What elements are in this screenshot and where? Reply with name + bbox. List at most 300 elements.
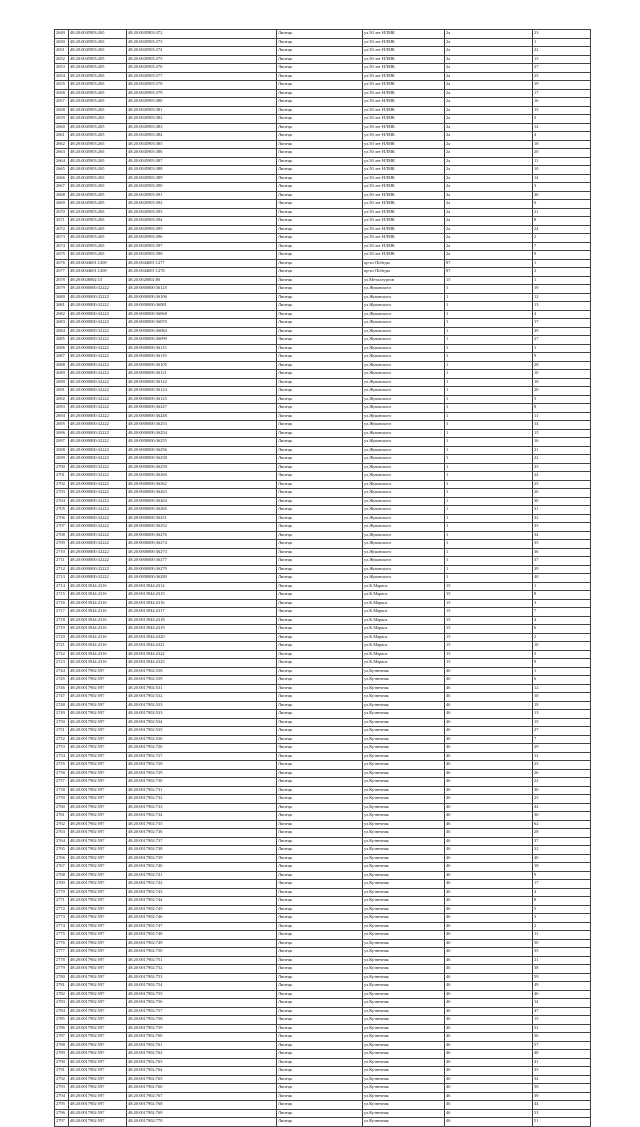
row-number: 2722 [55, 650, 69, 659]
street: ул.К.Маркса [363, 642, 445, 651]
parent-cadastral-number: 48:20:0017902:597 [69, 1033, 127, 1042]
parent-cadastral-number: 48:20:0000000:32222 [69, 463, 127, 472]
table-row [55, 395, 591, 404]
apartment-number: 37 [533, 557, 591, 566]
street: ул.Кузнечная [363, 744, 445, 753]
street: ул.50 лет НЛМК [363, 242, 445, 251]
street: ул.Кузнечная [363, 718, 445, 727]
street: ул.Жуковского [363, 540, 445, 549]
table-row [55, 693, 591, 702]
cadastral-number: 48:20:0045903:383 [127, 123, 277, 132]
city: Липецк [277, 319, 363, 328]
table-row [55, 812, 591, 821]
street: ул.Кузнечная [363, 820, 445, 829]
city: Липецк [277, 38, 363, 47]
table-row [55, 370, 591, 379]
row-number: 2776 [55, 939, 69, 948]
row-number: 2673 [55, 234, 69, 243]
row-number: 2794 [55, 1092, 69, 1101]
house-number: 46 [445, 863, 533, 872]
city: Липецк [277, 803, 363, 812]
cadastral-number: 48:20:0000000:36247 [127, 404, 277, 413]
row-number: 2664 [55, 157, 69, 166]
parent-cadastral-number: 48:20:0017902:597 [69, 948, 127, 957]
street: ул.К.Маркса [363, 616, 445, 625]
parent-cadastral-number: 48:20:0045903:265 [69, 47, 127, 56]
apartment-number: 11 [533, 412, 591, 421]
cadastral-number: 48:20:0017902:759 [127, 1024, 277, 1033]
table-row [55, 276, 591, 285]
document-page [54, 29, 590, 1127]
city: Липецк [277, 489, 363, 498]
table-row [55, 1101, 591, 1110]
house-number: 2а [445, 208, 533, 217]
street: ул.Кузнечная [363, 965, 445, 974]
table-row [55, 1024, 591, 1033]
street: ул.Кузнечная [363, 1109, 445, 1118]
table-row [55, 268, 591, 277]
city: Липецк [277, 1041, 363, 1050]
table-row [55, 106, 591, 115]
apartment-number: 1 [533, 344, 591, 353]
table-row [55, 786, 591, 795]
city: Липецк [277, 64, 363, 73]
table-row [55, 608, 591, 617]
row-number: 2691 [55, 387, 69, 396]
house-number: 1 [445, 370, 533, 379]
parent-cadastral-number: 48:20:0045903:265 [69, 132, 127, 141]
row-number: 2778 [55, 956, 69, 965]
apartment-number: 14 [533, 421, 591, 430]
cadastral-number: 48:20:0017902:747 [127, 922, 277, 931]
street: ул.К.Маркса [363, 625, 445, 634]
apartment-number: 38 [533, 965, 591, 974]
row-number: 2750 [55, 718, 69, 727]
city: Липецк [277, 81, 363, 90]
cadastral-number: 48:20:0000000:36260 [127, 472, 277, 481]
parent-cadastral-number: 48:20:0017902:597 [69, 871, 127, 880]
house-number: 46 [445, 905, 533, 914]
street: ул.Кузнечная [363, 922, 445, 931]
apartment-number: 5 [533, 115, 591, 124]
row-number: 2761 [55, 812, 69, 821]
cadastral-number: 48:20:0000000:36251 [127, 514, 277, 523]
city: Липецк [277, 344, 363, 353]
house-number: 46 [445, 710, 533, 719]
table-row [55, 463, 591, 472]
city: Липецк [277, 463, 363, 472]
cadastral-number: 48:20:0017902:763 [127, 1058, 277, 1067]
apartment-number: 19 [533, 285, 591, 294]
parent-cadastral-number: 48:20:0013944:2316 [69, 616, 127, 625]
house-number: 1 [445, 387, 533, 396]
cadastral-number: 48:20:0017902:750 [127, 948, 277, 957]
city: Липецк [277, 1118, 363, 1127]
table-row [55, 489, 591, 498]
cadastral-number: 48:20:0013944:2322 [127, 650, 277, 659]
apartment-number: 39 [533, 1092, 591, 1101]
parent-cadastral-number: 48:20:0013944:2316 [69, 608, 127, 617]
parent-cadastral-number: 48:20:0000000:32222 [69, 540, 127, 549]
street: ул.Жуковского [363, 574, 445, 583]
apartment-number: 23 [533, 30, 591, 39]
parent-cadastral-number: 48:20:0045903:265 [69, 217, 127, 226]
house-number: 46 [445, 948, 533, 957]
cadastral-number: 48:20:0017902:736 [127, 829, 277, 838]
apartment-number: 10 [533, 166, 591, 175]
city: Липецк [277, 548, 363, 557]
table-row [55, 795, 591, 804]
city: Липецк [277, 540, 363, 549]
city: Липецк [277, 982, 363, 991]
table-row [55, 123, 591, 132]
table-row [55, 387, 591, 396]
house-number: 1 [445, 480, 533, 489]
table-row [55, 973, 591, 982]
row-number: 2683 [55, 319, 69, 328]
table-row [55, 89, 591, 98]
city: Липецк [277, 140, 363, 149]
house-number: 46 [445, 1118, 533, 1127]
apartment-number: 57 [533, 1041, 591, 1050]
apartment-number: 14 [533, 174, 591, 183]
parent-cadastral-number: 48:20:0017902:597 [69, 812, 127, 821]
apartment-number: 21 [533, 446, 591, 455]
table-row [55, 990, 591, 999]
cadastral-number: 48:20:0028002:80 [127, 276, 277, 285]
row-number: 2656 [55, 89, 69, 98]
row-number: 2699 [55, 455, 69, 464]
cadastral-number: 48:20:0017902:732 [127, 795, 277, 804]
parent-cadastral-number: 48:20:0000000:32222 [69, 557, 127, 566]
row-number: 2663 [55, 149, 69, 158]
house-number: 1 [445, 319, 533, 328]
table-row [55, 81, 591, 90]
city: Липецк [277, 174, 363, 183]
apartment-number: 47 [533, 1007, 591, 1016]
table-row [55, 701, 591, 710]
apartment-number: 6 [533, 625, 591, 634]
street: ул.Кузнечная [363, 667, 445, 676]
street: ул.Кузнечная [363, 1101, 445, 1110]
house-number: 46 [445, 914, 533, 923]
house-number: 1 [445, 565, 533, 574]
street: ул.Кузнечная [363, 990, 445, 999]
parent-cadastral-number: 48:20:0017902:597 [69, 1092, 127, 1101]
row-number: 2723 [55, 659, 69, 668]
parent-cadastral-number: 48:20:0017902:597 [69, 914, 127, 923]
parent-cadastral-number: 48:20:0017902:597 [69, 710, 127, 719]
parent-cadastral-number: 48:20:0045903:265 [69, 191, 127, 200]
row-number: 2671 [55, 217, 69, 226]
apartment-number: 29 [533, 744, 591, 753]
row-number: 2703 [55, 489, 69, 498]
city: Липецк [277, 438, 363, 447]
street: ул.Кузнечная [363, 1118, 445, 1127]
street: ул.50 лет НЛМК [363, 30, 445, 39]
row-number: 2768 [55, 871, 69, 880]
table-row [55, 404, 591, 413]
cadastral-number: 48:20:0045903:384 [127, 132, 277, 141]
row-number: 2797 [55, 1118, 69, 1127]
street: ул.Жуковского [363, 557, 445, 566]
row-number: 2781 [55, 982, 69, 991]
apartment-number: 59 [533, 973, 591, 982]
street: ул.Кузнечная [363, 846, 445, 855]
city: Липецк [277, 166, 363, 175]
city: Липецк [277, 642, 363, 651]
apartment-number: 18 [533, 378, 591, 387]
parent-cadastral-number: 48:20:0017902:597 [69, 786, 127, 795]
parent-cadastral-number: 48:20:0017902:597 [69, 1109, 127, 1118]
apartment-number: 1 [533, 276, 591, 285]
cadastral-number: 48:20:0045903:378 [127, 81, 277, 90]
cadastral-number: 48:20:0013944:2323 [127, 659, 277, 668]
row-number: 2770 [55, 888, 69, 897]
cadastral-number: 48:20:0017902:762 [127, 1050, 277, 1059]
street: ул.50 лет НЛМК [363, 38, 445, 47]
row-number: 2689 [55, 370, 69, 379]
cadastral-number: 48:20:0045903:390 [127, 183, 277, 192]
table-row [55, 710, 591, 719]
street: ул.Жуковского [363, 310, 445, 319]
cadastral-number: 48:20:0017902:733 [127, 803, 277, 812]
row-number: 2762 [55, 820, 69, 829]
cadastral-number: 48:20:0000000:36280 [127, 574, 277, 583]
cadastral-number: 48:20:0000000:36277 [127, 557, 277, 566]
apartment-number: 28 [533, 361, 591, 370]
table-row [55, 837, 591, 846]
apartment-number: 33 [533, 523, 591, 532]
city: Липецк [277, 302, 363, 311]
street: ул.Жуковского [363, 421, 445, 430]
street: ул.50 лет НЛМК [363, 174, 445, 183]
table-row [55, 769, 591, 778]
cadastral-number: 48:20:0017902:729 [127, 769, 277, 778]
city: Липецк [277, 854, 363, 863]
city: Липецк [277, 608, 363, 617]
parent-cadastral-number: 48:20:0017902:597 [69, 1041, 127, 1050]
table-body [55, 30, 591, 1127]
house-number: 15 [445, 633, 533, 642]
parent-cadastral-number: 48:20:0000000:32222 [69, 319, 127, 328]
parent-cadastral-number: 48:20:0017902:597 [69, 854, 127, 863]
street: ул.Кузнечная [363, 693, 445, 702]
house-number: 46 [445, 752, 533, 761]
table-row [55, 217, 591, 226]
street: ул.Жуковского [363, 336, 445, 345]
cadastral-number: 48:20:0017902:743 [127, 888, 277, 897]
table-row [55, 1007, 591, 1016]
cadastral-number: 48:20:0000000:36262 [127, 480, 277, 489]
cadastral-number: 48:20:0017902:770 [127, 1118, 277, 1127]
street: ул.50 лет НЛМК [363, 64, 445, 73]
house-number: 46 [445, 676, 533, 685]
house-number: 2а [445, 123, 533, 132]
street: ул.Кузнечная [363, 888, 445, 897]
city: Липецк [277, 684, 363, 693]
cadastral-number: 48:20:0017902:749 [127, 939, 277, 948]
house-number: 15 [445, 599, 533, 608]
row-number: 2783 [55, 999, 69, 1008]
parent-cadastral-number: 48:20:0000000:32222 [69, 531, 127, 540]
city: Липецк [277, 956, 363, 965]
table-row [55, 242, 591, 251]
house-number: 46 [445, 956, 533, 965]
cadastral-number: 48:20:0000000:36259 [127, 463, 277, 472]
row-number: 2687 [55, 353, 69, 362]
table-row [55, 531, 591, 540]
row-number: 2775 [55, 931, 69, 940]
row-number: 2764 [55, 837, 69, 846]
table-row [55, 667, 591, 676]
table-row [55, 948, 591, 957]
table-row [55, 259, 591, 268]
apartment-number: 1 [533, 38, 591, 47]
street: ул.50 лет НЛМК [363, 123, 445, 132]
table-row [55, 752, 591, 761]
apartment-number: 29 [533, 327, 591, 336]
house-number: 46 [445, 1084, 533, 1093]
city: Липецк [277, 293, 363, 302]
house-number: 15 [445, 616, 533, 625]
apartment-number: 51 [533, 1118, 591, 1127]
cadastral-number: 48:20:0045903:388 [127, 166, 277, 175]
house-number: 46 [445, 693, 533, 702]
apartment-number: 22 [533, 778, 591, 787]
apartment-number: 27 [533, 336, 591, 345]
house-number: 46 [445, 803, 533, 812]
house-number: 46 [445, 1101, 533, 1110]
house-number: 1 [445, 395, 533, 404]
house-number: 46 [445, 982, 533, 991]
row-number: 2672 [55, 225, 69, 234]
city: Липецк [277, 914, 363, 923]
parent-cadastral-number: 48:20:0017902:597 [69, 701, 127, 710]
table-row [55, 650, 591, 659]
table-row [55, 761, 591, 770]
parent-cadastral-number: 48:20:0045903:265 [69, 166, 127, 175]
house-number: 46 [445, 1016, 533, 1025]
apartment-number: 7 [533, 608, 591, 617]
row-number: 2790 [55, 1058, 69, 1067]
street: ул.Кузнечная [363, 982, 445, 991]
city: Липецк [277, 710, 363, 719]
apartment-number: 10 [533, 642, 591, 651]
row-number: 2759 [55, 795, 69, 804]
street: ул.Жуковского [363, 531, 445, 540]
city: Липецк [277, 370, 363, 379]
cadastral-number: 48:20:0017902:757 [127, 1007, 277, 1016]
house-number: 46 [445, 999, 533, 1008]
house-number: 46 [445, 1024, 533, 1033]
house-number: 2а [445, 166, 533, 175]
apartment-number: 16 [533, 438, 591, 447]
table-row [55, 319, 591, 328]
apartment-number: 17 [533, 89, 591, 98]
house-number: 2а [445, 72, 533, 81]
row-number: 2698 [55, 446, 69, 455]
row-number: 2751 [55, 727, 69, 736]
apartment-number: 21 [533, 208, 591, 217]
row-number: 2716 [55, 599, 69, 608]
table-row [55, 225, 591, 234]
parent-cadastral-number: 48:20:0000000:32222 [69, 523, 127, 532]
apartment-number: 8 [533, 591, 591, 600]
apartment-number: 8 [533, 897, 591, 906]
table-row [55, 1050, 591, 1059]
cadastral-number: 48:20:0017902:751 [127, 956, 277, 965]
parent-cadastral-number: 48:20:0045903:265 [69, 200, 127, 209]
table-row [55, 251, 591, 260]
city: Липецк [277, 1058, 363, 1067]
house-number: 46 [445, 786, 533, 795]
house-number: 1 [445, 574, 533, 583]
apartment-number: 16 [533, 98, 591, 107]
cadastral-number: 48:20:0017902:754 [127, 982, 277, 991]
table-row [55, 735, 591, 744]
apartment-number: 8 [533, 404, 591, 413]
city: Липецк [277, 183, 363, 192]
city: Липецк [277, 217, 363, 226]
cadastral-number: 48:20:0045903:382 [127, 115, 277, 124]
apartment-number: 39 [533, 565, 591, 574]
table-row [55, 1016, 591, 1025]
parent-cadastral-number: 48:20:0017902:597 [69, 718, 127, 727]
cadastral-number: 48:20:0017902:735 [127, 820, 277, 829]
parent-cadastral-number: 48:20:0045903:265 [69, 89, 127, 98]
apartment-number: 15 [533, 429, 591, 438]
table-row [55, 293, 591, 302]
table-row [55, 829, 591, 838]
table-row [55, 914, 591, 923]
apartment-number: 4 [533, 310, 591, 319]
house-number: 1 [445, 557, 533, 566]
city: Липецк [277, 846, 363, 855]
cadastral-number: 48:20:0017902:746 [127, 914, 277, 923]
house-number: 1 [445, 327, 533, 336]
row-number: 2766 [55, 854, 69, 863]
city: Липецк [277, 310, 363, 319]
house-number: 2а [445, 191, 533, 200]
house-number: 2а [445, 242, 533, 251]
parent-cadastral-number: 48:20:0017902:597 [69, 888, 127, 897]
apartment-number: 34 [533, 531, 591, 540]
parent-cadastral-number: 48:20:0017902:597 [69, 1050, 127, 1059]
row-number: 2717 [55, 608, 69, 617]
table-row [55, 591, 591, 600]
table-row [55, 183, 591, 192]
table-row [55, 497, 591, 506]
row-number: 2779 [55, 965, 69, 974]
row-number: 2747 [55, 693, 69, 702]
cadastral-number: 48:20:0000000:36121 [127, 370, 277, 379]
parent-cadastral-number: 48:20:0013944:2316 [69, 659, 127, 668]
city: Липецк [277, 89, 363, 98]
row-number: 2772 [55, 905, 69, 914]
parent-cadastral-number: 48:20:0000000:32222 [69, 489, 127, 498]
city: Липецк [277, 888, 363, 897]
street: пр-кт Победы [363, 268, 445, 277]
city: Липецк [277, 667, 363, 676]
street: ул.Кузнечная [363, 905, 445, 914]
apartment-number: 52 [533, 1024, 591, 1033]
city: Липецк [277, 234, 363, 243]
table-row [55, 38, 591, 47]
house-number: 2а [445, 157, 533, 166]
apartment-number: 35 [533, 540, 591, 549]
parent-cadastral-number: 48:20:0000000:32222 [69, 455, 127, 464]
